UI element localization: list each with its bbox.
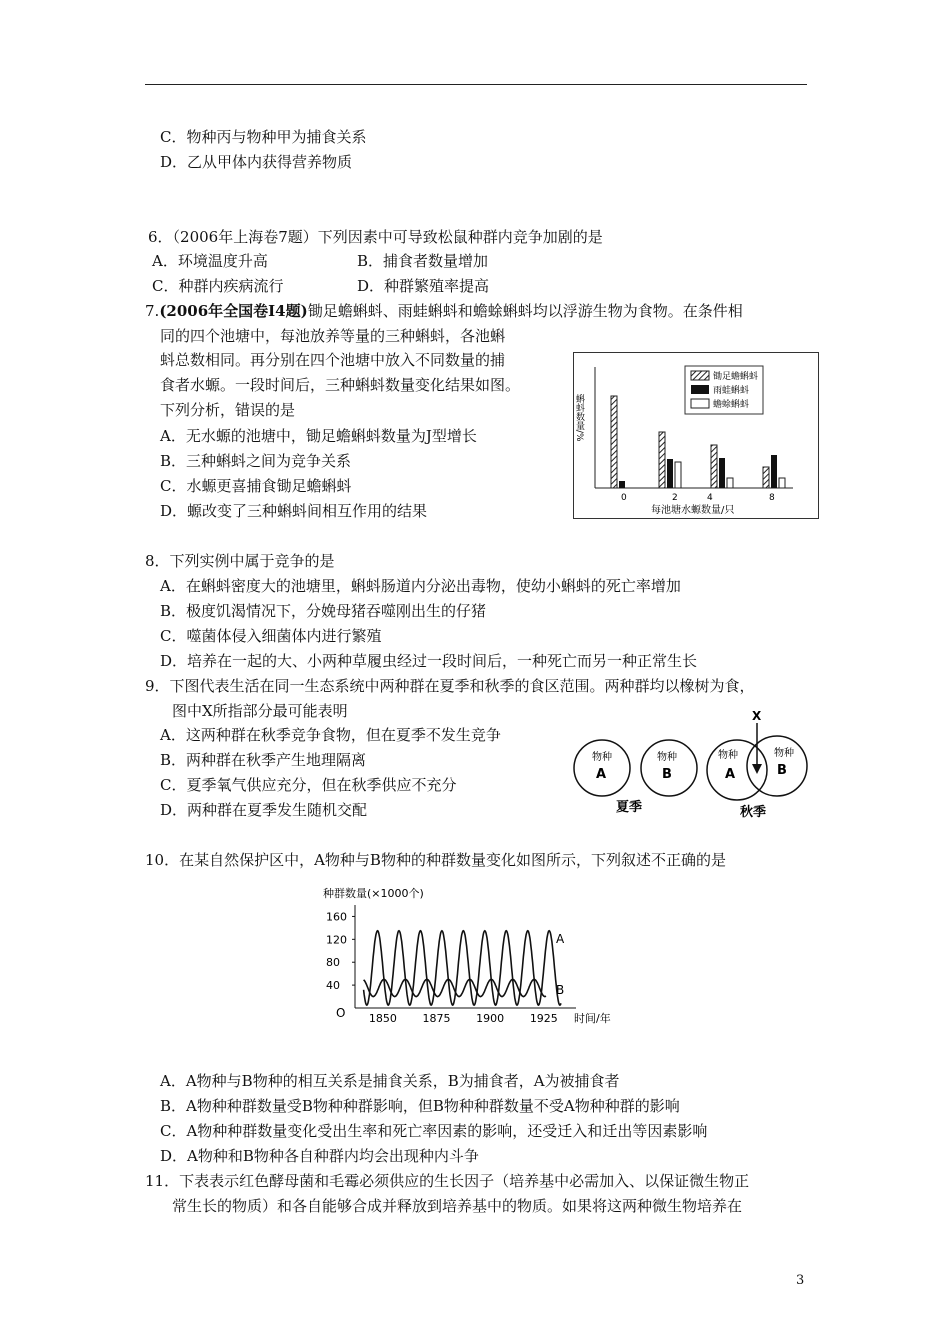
q7-bar-2-a <box>659 432 665 488</box>
q7-y-label: 蝌蚪数量/% <box>574 394 584 442</box>
q7-bar-0-a <box>611 396 617 488</box>
q7-bar-2-b <box>667 459 673 488</box>
q6-option-d: D．种群繁殖率提高 <box>357 277 490 295</box>
q10-stem: 10．在某自然保护区中，A物种与B物种的种群数量变化如图所示，下列叙述不正确的是 <box>145 851 726 869</box>
q9-option-b: B．两种群在秋季产生地理隔离 <box>160 751 367 769</box>
q7-x-tick-0: 0 <box>621 493 627 503</box>
q10-y-label: 种群数量(×1000个) <box>323 887 424 900</box>
q7-legend-swatch-2 <box>691 385 709 394</box>
q7-x-tick-2: 2 <box>672 493 678 503</box>
q7-legend-label-1: 锄足蟾蝌蚪 <box>713 372 759 382</box>
prev-option-d: D．乙从甲体内获得营养物质 <box>160 153 353 171</box>
q8-stem: 8．下列实例中属于竞争的是 <box>145 552 335 570</box>
q7-x-label: 每池塘水螈数量/只 <box>651 505 735 516</box>
q7-bar-chart <box>573 352 820 520</box>
q7-bar-0-b <box>619 481 625 488</box>
q7-legend-swatch-1 <box>691 371 709 380</box>
q10-y-tick: 120 <box>326 933 347 947</box>
q10-option-d: D．A物种和B物种各自种群内均会出现种内斗争 <box>160 1147 479 1165</box>
q9-autumn-b-species: 物种 <box>774 748 794 759</box>
q9-summer-label: 夏季 <box>616 800 643 815</box>
q11-stem-line1: 11．下表表示红色酵母菌和毛霉必须供应的生长因子（培养基中必需加入、以保证微生物正 <box>145 1172 750 1190</box>
q9-option-a: A．这两种群在秋季竞争食物，但在夏季不发生竞争 <box>160 726 501 744</box>
q9-summer-a-label: A <box>596 767 607 782</box>
q7-bar-4-a <box>711 445 717 488</box>
q10-origin: O <box>336 1006 346 1020</box>
q10-option-a: A．A物种与B物种的相互关系是捕食关系，B为捕食者，A为被捕食者 <box>160 1072 620 1090</box>
page-number: 3 <box>796 1273 805 1288</box>
q7-stem-line1 <box>145 301 743 321</box>
q7-option-a: A．无水螈的池塘中，锄足蟾蝌蚪数量为J型增长 <box>160 427 477 445</box>
q7-stem-text: 锄足蟾蝌蚪、雨蛙蝌蚪和蟾蜍蝌蚪均以浮游生物为食物。在条件相 <box>307 302 743 320</box>
q8-option-d: D．培养在一起的大、小两种草履虫经过一段时间后，一种死亡而另一种正常生长 <box>160 652 698 670</box>
q9-autumn-label: 秋季 <box>740 805 767 820</box>
q7-x-tick-8: 8 <box>769 493 775 503</box>
q9-range-diagram <box>572 706 812 824</box>
q9-summer-b-species: 物种 <box>657 752 677 763</box>
q7-bar-4-c <box>727 478 733 488</box>
q9-autumn-a-species: 物种 <box>718 750 738 761</box>
q9-stem: 9．下图代表生活在同一生态系统中两种群在夏季和秋季的食区范围。两种群均以橡树为食， <box>145 677 755 695</box>
q7-stem-line2: 同的四个池塘中，每池放养等量的三种蝌蚪，各池蝌 <box>160 327 506 345</box>
q10-x-tick: 1850 <box>368 1012 397 1025</box>
q7-stem-line3: 蚪总数相同。再分别在四个池塘中放入不同数量的捕 <box>160 351 506 369</box>
q6-option-a: A．环境温度升高 <box>152 252 268 270</box>
q10-option-c: C．A物种种群数量变化受出生率和死亡率因素的影响，还受迁入和迁出等因素影响 <box>160 1122 708 1140</box>
q9-option-c: C．夏季氧气供应充分，但在秋季供应不充分 <box>160 776 457 794</box>
q10-series-a-label: A <box>556 932 565 946</box>
q7-stem-line4: 食者水螈。一段时间后，三种蝌蚪数量变化结果如图。 <box>160 376 521 394</box>
q9-x-label: X <box>752 709 762 723</box>
q7-source: (2006年全国卷Ⅰ4题) <box>159 302 308 320</box>
q10-y-tick: 80 <box>326 956 340 970</box>
q10-series-b-label: B <box>556 983 565 997</box>
q9-x-arrow-head <box>752 764 762 774</box>
q7-option-b: B．三种蝌蚪之间为竞争关系 <box>160 452 352 470</box>
q7-bar-8-b <box>771 455 777 488</box>
q6-option-b: B．捕食者数量增加 <box>357 252 489 270</box>
q7-option-c: C．水螈更喜捕食锄足蟾蝌蚪 <box>160 477 352 495</box>
q7-legend-label-2: 雨蛙蝌蚪 <box>713 386 750 396</box>
q6-option-c: C．种群内疾病流行 <box>152 277 284 295</box>
q9-summer-b-label: B <box>662 767 672 782</box>
q10-x-label: 时间/年 <box>574 1012 611 1025</box>
q9-stem-line2: 图中X所指部分最可能表明 <box>172 702 348 720</box>
q7-legend-label-3: 蟾蜍蝌蚪 <box>713 400 750 410</box>
q10-y-tick: 160 <box>326 910 347 924</box>
q7-stem-line5: 下列分析，错误的是 <box>160 401 296 419</box>
q6-stem: 6．（2006年上海卷7题）下列因素中可导致松鼠种群内竞争加剧的是 <box>148 228 603 246</box>
q7-number: 7. <box>145 302 160 320</box>
q7-bar-4-b <box>719 458 725 488</box>
q8-option-a: A．在蝌蚪密度大的池塘里，蝌蚪肠道内分泌出毒物，使幼小蝌蚪的死亡率增加 <box>160 577 681 595</box>
header-rule <box>145 84 807 85</box>
q10-option-b: B．A物种种群数量受B物种种群影响，但B物种种群数量不受A物种种群的影响 <box>160 1097 680 1115</box>
q10-x-tick: 1875 <box>422 1012 451 1025</box>
q7-x-tick-4: 4 <box>707 493 713 503</box>
q8-option-b: B．极度饥渴情况下，分娩母猪吞噬刚出生的仔猪 <box>160 602 487 620</box>
q9-summer-a-species: 物种 <box>592 752 612 763</box>
q10-line-chart <box>318 883 628 1033</box>
q7-option-d: D．螈改变了三种蝌蚪间相互作用的结果 <box>160 502 428 520</box>
q7-bar-8-c <box>779 478 785 488</box>
q7-legend-swatch-3 <box>691 399 709 408</box>
q7-bar-8-a <box>763 467 769 488</box>
q7-bar-2-c <box>675 462 681 488</box>
q11-stem-line2: 常生长的物质）和各自能够合成并释放到培养基中的物质。如果将这两种微生物培养在 <box>172 1197 743 1215</box>
q10-y-tick: 40 <box>326 979 340 993</box>
q10-x-tick: 1925 <box>529 1012 558 1025</box>
q9-option-d: D．两种群在夏季发生随机交配 <box>160 801 368 819</box>
prev-option-c: C．物种丙与物种甲为捕食关系 <box>160 128 367 146</box>
q8-option-c: C．噬菌体侵入细菌体内进行繁殖 <box>160 627 382 645</box>
q9-autumn-a-label: A <box>725 767 736 782</box>
q10-x-tick: 1900 <box>476 1012 505 1025</box>
q9-autumn-b-label: B <box>777 763 787 778</box>
